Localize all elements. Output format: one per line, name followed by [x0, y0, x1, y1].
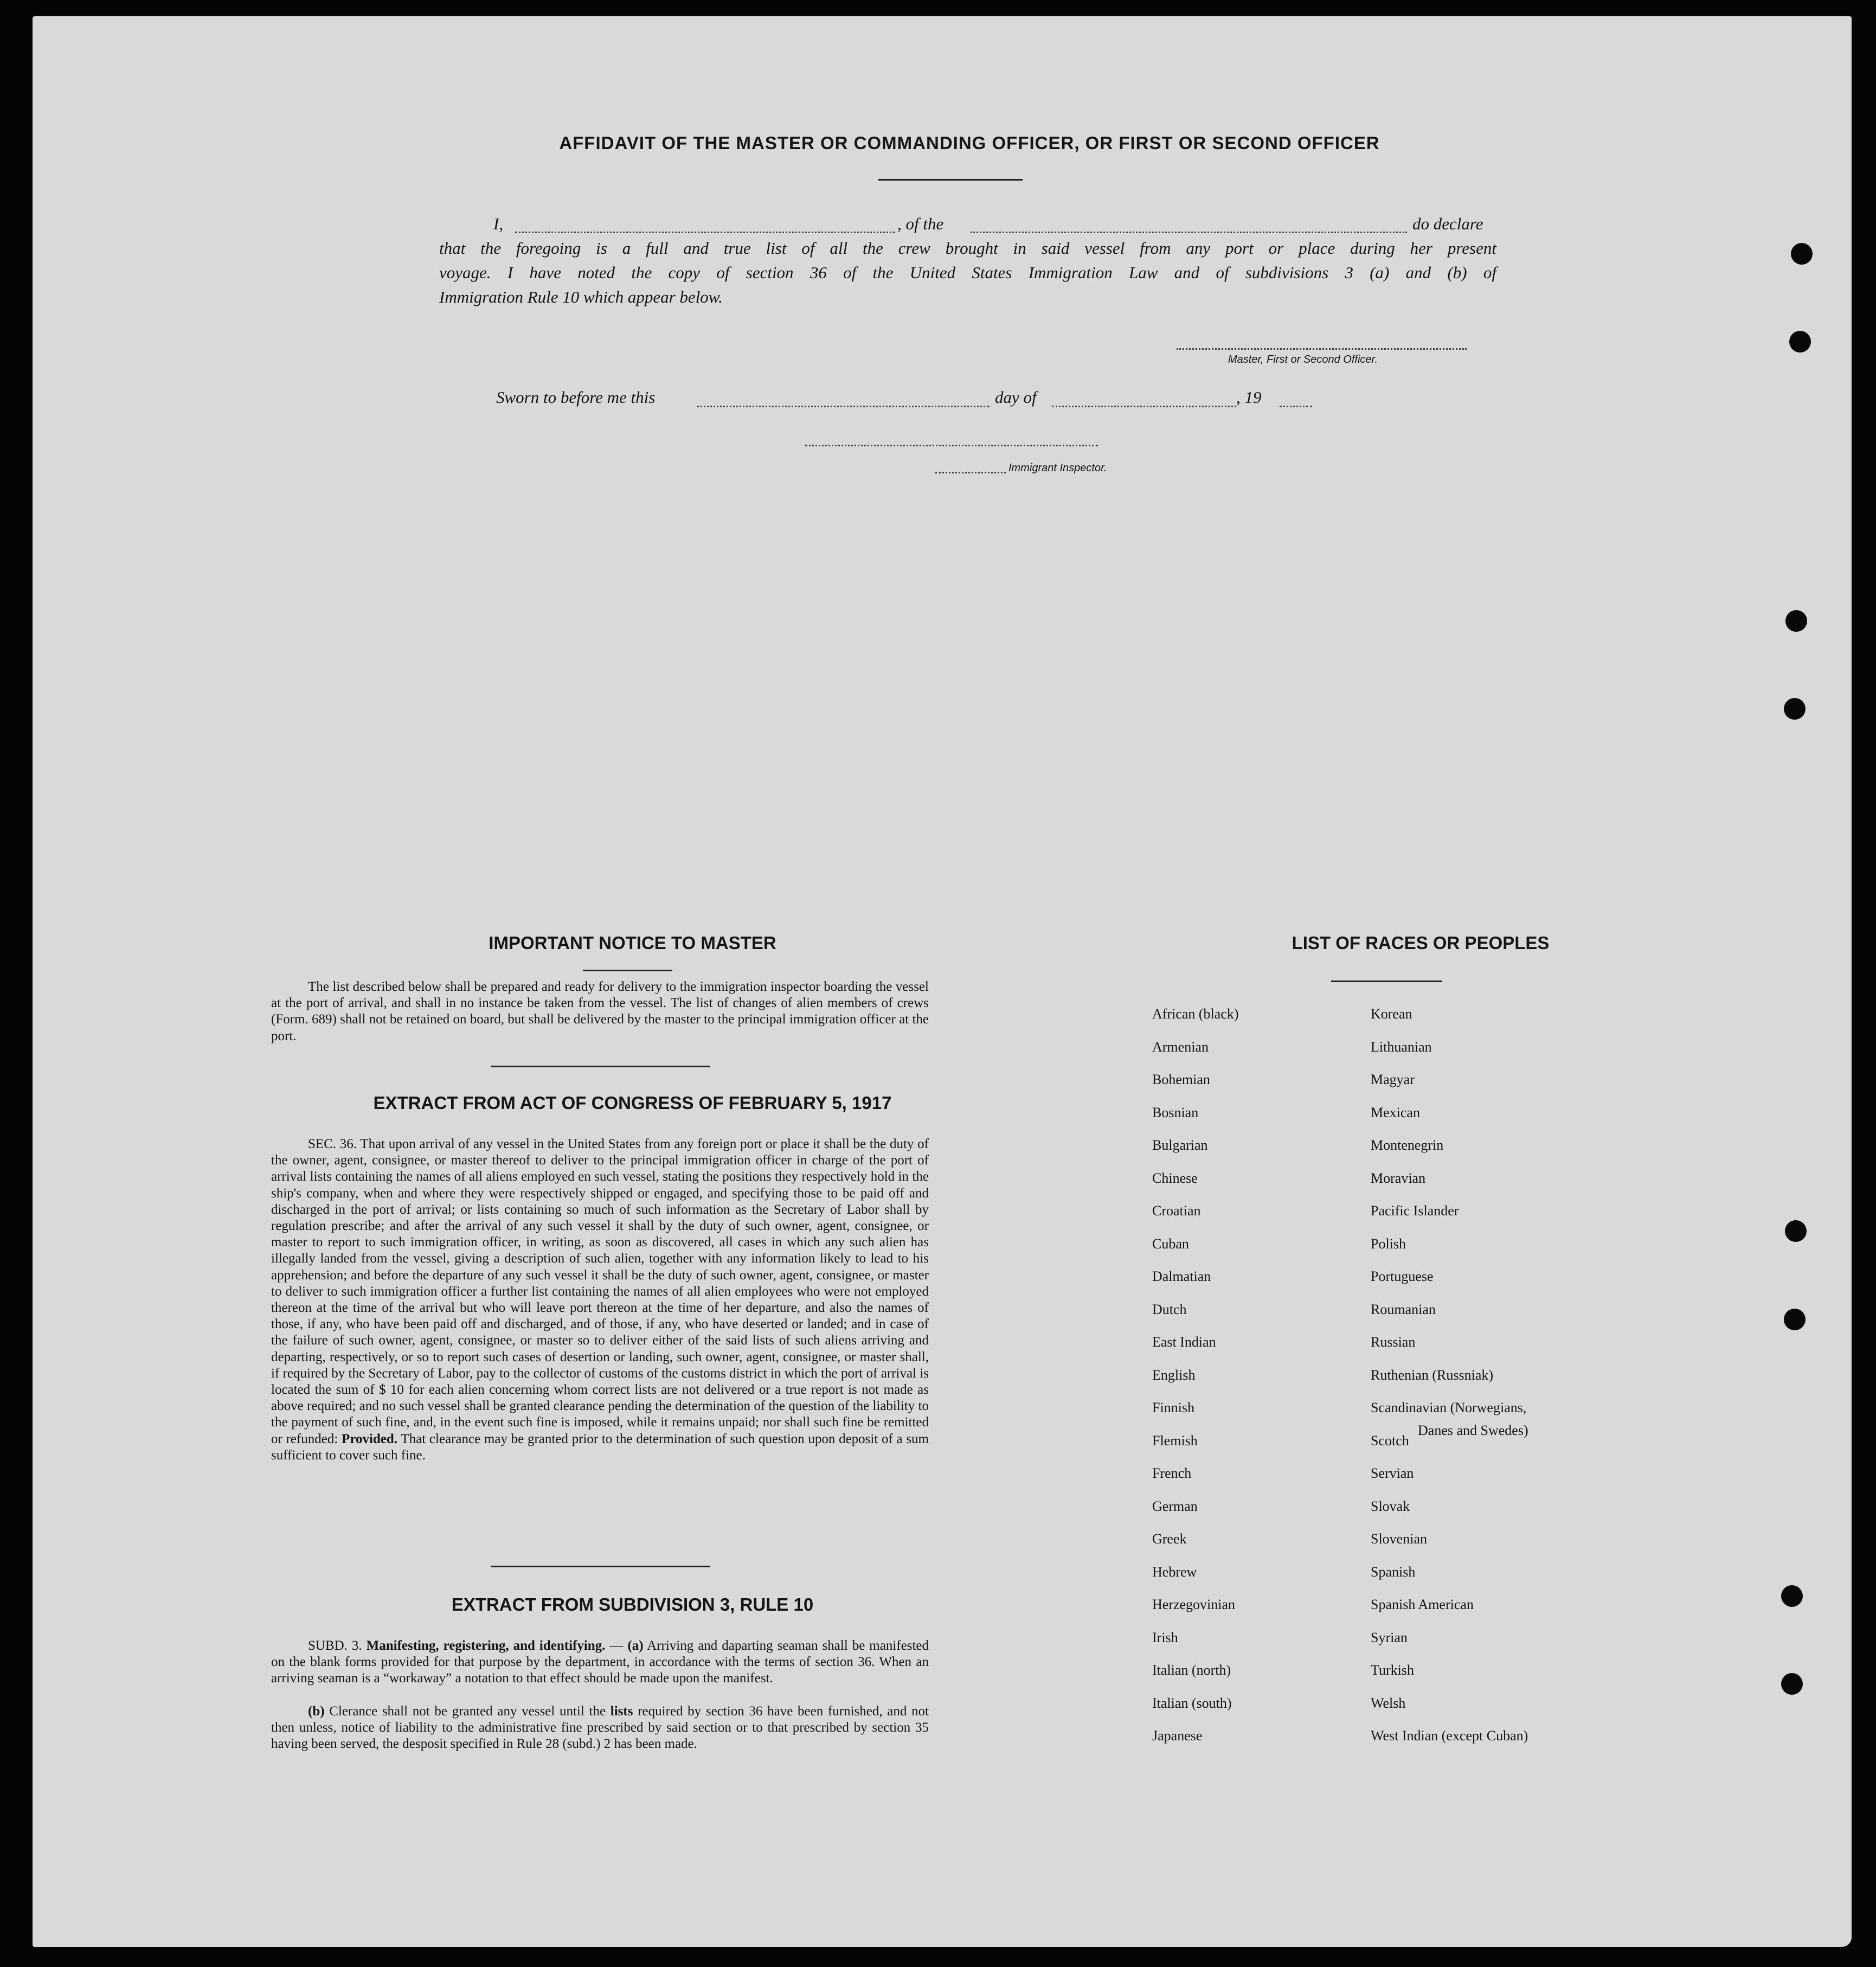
race-item: Dalmatian	[1152, 1268, 1211, 1284]
race-item: Portuguese	[1371, 1268, 1434, 1284]
race-item: Welsh	[1371, 1695, 1406, 1711]
affidavit-line-2: that the foregoing is a full and true list of all the crew brought in said vessel from any port or place during her present	[439, 239, 1496, 258]
race-item: Dutch	[1152, 1301, 1187, 1317]
affidavit-title: AFFIDAVIT OF THE MASTER OR COMMANDING OFFICER, OR FIRST OR SECOND OFFICER	[559, 133, 1380, 153]
race-item: Armenian	[1152, 1039, 1209, 1055]
races-rule	[1331, 981, 1442, 982]
race-item: Lithuanian	[1371, 1039, 1432, 1055]
race-item: Montenegrin	[1371, 1137, 1444, 1153]
race-item: Turkish	[1371, 1662, 1414, 1678]
notice-title: IMPORTANT NOTICE TO MASTER	[489, 933, 776, 953]
race-item: Greek	[1152, 1531, 1187, 1547]
name-blank[interactable]	[515, 232, 895, 233]
inspector-signature-blank[interactable]	[805, 445, 1098, 446]
act-text-end: That clearance may be granted prior to the determination of such question upon deposit of a sum sufficient to cover such fine.	[271, 1431, 929, 1463]
binder-hole	[1784, 1309, 1806, 1330]
race-item: Pacific Islander	[1371, 1203, 1459, 1219]
binder-hole	[1785, 1220, 1807, 1242]
race-item: Slovak	[1371, 1498, 1410, 1514]
affidavit-line-4: Immigration Rule 10 which appear below.	[439, 287, 723, 306]
rule-para-a	[271, 1638, 929, 1687]
race-item: Servian	[1371, 1465, 1414, 1481]
para-a-mark: (a)	[627, 1638, 644, 1653]
section-rule	[491, 1566, 710, 1567]
year-blank[interactable]	[1280, 406, 1312, 407]
races-title: LIST OF RACES OR PEOPLES	[1292, 933, 1550, 953]
race-item: Italian (south)	[1152, 1695, 1232, 1711]
do-declare-label: do declare	[1412, 214, 1483, 233]
race-item: Italian (north)	[1152, 1662, 1231, 1678]
subd-label: SUBD. 3.	[308, 1638, 362, 1653]
race-item: Roumanian	[1371, 1301, 1436, 1317]
race-item: Slovenian	[1371, 1531, 1427, 1547]
inspector-label: Immigrant Inspector.	[1008, 462, 1107, 474]
race-item: Cuban	[1152, 1235, 1189, 1252]
binder-hole	[1781, 1673, 1803, 1695]
rule-para-b	[271, 1703, 929, 1753]
para-b-text-1: Clerance shall not be granted any vessel until the	[329, 1704, 606, 1719]
race-item: Hebrew	[1152, 1564, 1197, 1580]
race-item: Herzegovinian	[1152, 1597, 1236, 1612]
race-item: Bulgarian	[1152, 1137, 1208, 1153]
form-page	[33, 16, 1852, 1947]
title-rule	[878, 179, 1023, 181]
race-item: Mexican	[1371, 1104, 1420, 1120]
race-item: Syrian	[1371, 1629, 1408, 1645]
race-item: Moravian	[1371, 1170, 1426, 1186]
notice-text: The list described below shall be prepared and ready for delivery to the immigration inspector boarding the vessel at the port of arrival, and shall in no instance be taken from the vessel. The list of changes of alien members of crews (Form. 689) shall not be retained on board, but shall be delivered by the master to the principal immigration officer at the port.	[271, 979, 929, 1043]
race-item: French	[1152, 1465, 1192, 1481]
section-rule	[491, 1066, 710, 1067]
subd-dash: —	[605, 1638, 628, 1653]
month-blank[interactable]	[1052, 406, 1236, 407]
para-b-mark: (b)	[308, 1704, 325, 1719]
race-item: East Indian	[1152, 1334, 1216, 1350]
race-item: West Indian (except Cuban)	[1371, 1728, 1528, 1744]
race-item: Scotch	[1371, 1432, 1409, 1449]
day-blank[interactable]	[697, 406, 990, 407]
race-item: Spanish	[1371, 1564, 1416, 1580]
para-a-text: Arriving and daparting seaman shall be manifested on the blank forms provided for that purpose by the department, in accordance with the terms of section 36. When an arriving seaman is a “workaway” a notation to that effect should be made upon the manifest.	[271, 1638, 929, 1686]
race-item: Croatian	[1152, 1203, 1201, 1219]
race-item: Russian	[1371, 1334, 1416, 1350]
race-item: Flemish	[1152, 1432, 1198, 1449]
para-b-text-2: required by section 36 have been furnished, and not then unless, notice of liability to the administrative fine prescribed by said section or to that prescribed by section 35 having been served, the desposit specified in Rule 28 (subd.) 2 has been made.	[271, 1704, 929, 1752]
race-continuation: Danes and Swedes)	[1418, 1423, 1528, 1438]
day-of-label: day of	[995, 388, 1037, 407]
race-item: Polish	[1371, 1235, 1406, 1252]
of-the-label: , of the	[897, 214, 944, 233]
race-item: Bohemian	[1152, 1072, 1210, 1087]
race-item: Irish	[1152, 1629, 1178, 1645]
race-item: German	[1152, 1498, 1198, 1514]
act-title: EXTRACT FROM ACT OF CONGRESS OF FEBRUARY 5, 1917	[373, 1093, 892, 1113]
officer-signature-label: Master, First or Second Officer.	[1228, 354, 1378, 366]
race-item: African (black)	[1152, 1006, 1239, 1022]
inspector-prefix-dots	[935, 472, 1006, 473]
binder-hole	[1781, 1585, 1803, 1607]
year-prefix: , 19	[1236, 388, 1262, 407]
act-text-main: SEC. 36. That upon arrival of any vessel in the United States from any foreign port or place it shall be the duty of the owner, agent, consignee, or master thereof to deliver to the principal immigration officer in charge of the port of arrival lists containing the names of all aliens employed en such vessel, stating the positions they respectively hold in the ship's company, when and where they were respectively shipped or engaged, and specifying those to be paid off and discharged in the port of arrival; or lists containing so much of such information as the Secretary of Labor shall by regulation prescribe; and after the arrival of any such vessel it shall by the duty of such owner, agent, consignee, or master to report to such immigration officer, in writing, as soon as discovered, all cases in which any such alien has illegally landed from the vessel, giving a description of such alien, together with any information likely to lead to his apprehension; and before the departure of any such vessel it shall be the duty of such owner, agent, consignee, or master to deliver to such immigration officer a further list containing the names of all alien employees who were not employed thereon at the time of the arrival but who will leave port thereon at the time of her departure, and also the names of those, if any, who have been paid off and discharged, and of those, if any, who have deserted or landed; and in case of the failure of such owner, agent, consignee, or master so to deliver either of the said lists of such aliens arriving and departing, respectively, or so to report such cases of desertion or landing, such owner, agent, consignee, or master shall, if required by the Secretary of Labor, pay to the collector of customs of the customs district in which the port of arrival is located the sum of $ 10 for each alien concerning whom correct lists are not delivered or a true report is not made as above required; and no such vessel shall be granted clearance pending the determination of the question of the liability to the payment of such fine, and, in the event such fine is imposed, while it remains unpaid; nor shall such fine be remitted or refunded:	[271, 1137, 929, 1446]
race-item: Japanese	[1152, 1728, 1203, 1744]
binder-hole	[1784, 698, 1806, 720]
sworn-label: Sworn to before me this	[496, 388, 656, 407]
notice-rule	[583, 970, 672, 971]
officer-signature-blank[interactable]	[1177, 348, 1467, 350]
declaration-i: I,	[493, 214, 504, 233]
race-item: Chinese	[1152, 1170, 1198, 1186]
race-item: Korean	[1371, 1006, 1412, 1022]
race-item: Scandinavian (Norwegians,	[1371, 1400, 1527, 1415]
race-item: Ruthenian (Russniak)	[1371, 1367, 1494, 1383]
race-item: Finnish	[1152, 1400, 1195, 1415]
act-text	[271, 1136, 929, 1464]
vessel-blank[interactable]	[971, 232, 1407, 233]
para-b-lists: lists	[610, 1704, 633, 1719]
act-provided: Provided.	[342, 1431, 398, 1446]
race-item: Spanish American	[1371, 1597, 1474, 1612]
race-item: English	[1152, 1367, 1196, 1383]
binder-hole	[1785, 610, 1807, 632]
binder-hole	[1791, 243, 1813, 265]
binder-hole	[1789, 331, 1811, 353]
race-item: Bosnian	[1152, 1104, 1199, 1120]
subd-heading: Manifesting, registering, and identifying.	[366, 1638, 606, 1653]
rule-title: EXTRACT FROM SUBDIVISION 3, RULE 10	[451, 1594, 814, 1614]
race-item: Magyar	[1371, 1072, 1415, 1087]
affidavit-line-3: voyage. I have noted the copy of section 36 of the United States Immigration Law and of subdivisions 3 (a) and (b) of	[439, 263, 1496, 282]
